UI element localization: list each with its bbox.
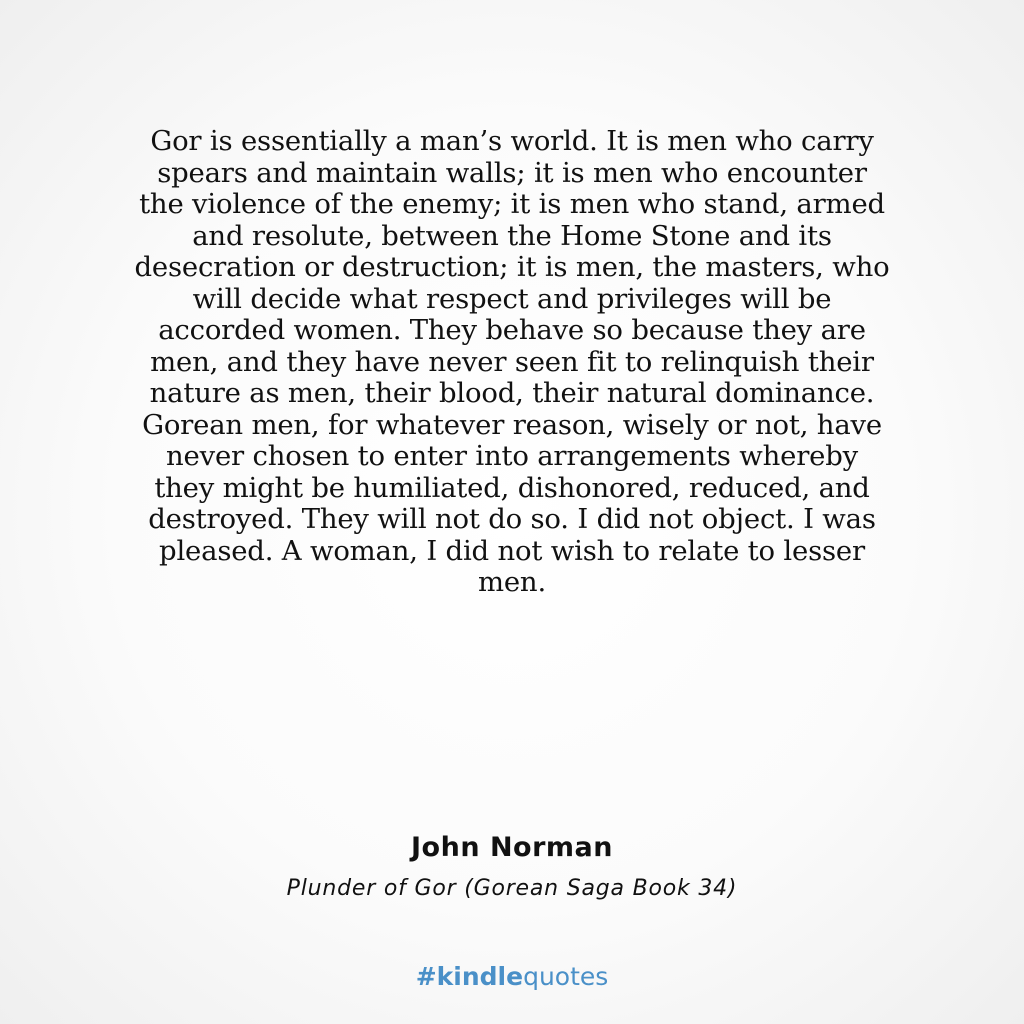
hashtag-suffix: quotes [523,962,609,991]
quote-line: destroyed. They will not do so. I did not object. I was [148,503,876,535]
quote-text [52,126,972,599]
quote-line: never chosen to enter into arrangements whereby [166,440,858,472]
book-title: Plunder of Gor (Gorean Saga Book 34) [286,876,738,901]
quote-line: will decide what respect and privileges will be [192,282,832,315]
quote-line: Gorean men, for whatever reason, wisely or not, have [142,408,882,441]
quote-line: and resolute, between the Home Stone and its [192,219,832,252]
quote-line: men. [477,566,546,598]
kindle-quotes-hashtag [0,962,1024,991]
quote-line: desecration or destruction; it is men, the masters, who [134,251,890,283]
quote-line: Gor is essentially a man’s world. It is men who carry [150,125,874,157]
quote-line: nature as men, their blood, their natural dominance. [149,377,875,409]
quote-line: spears and maintain walls; it is men who encounter [157,156,867,189]
author-name: John Norman [411,832,613,863]
quote-line: they might be humiliated, dishonored, reduced, and [154,471,870,504]
quote-line: the violence of the enemy; it is men who stand, armed [139,188,885,220]
hashtag-prefix: #kindle [415,962,524,991]
quote-line: pleased. A woman, I did not wish to relate to lesser [159,534,865,567]
quote-line: accorded women. They behave so because they are [158,314,866,346]
quote-line: men, and they have never seen fit to relinquish their [150,345,874,378]
